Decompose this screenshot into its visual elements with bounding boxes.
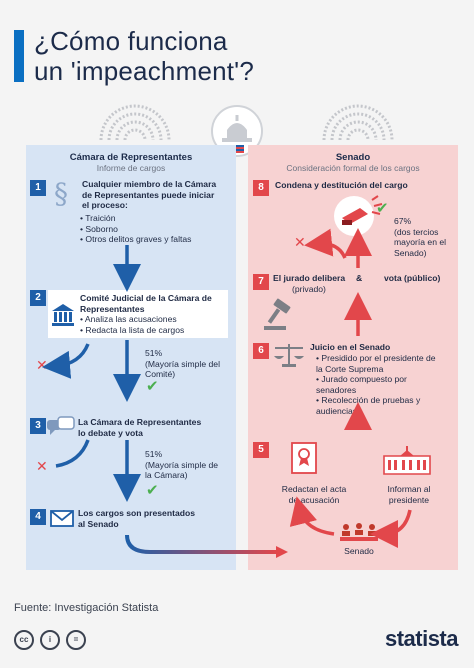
step-7-amp: & [356,273,363,283]
list-item-text: Soborno [85,223,118,234]
list-item: senadores [316,384,357,395]
reject-x-icon: ✕ [36,357,48,373]
person-icon: i [40,630,60,650]
list-item: • Traición [80,213,116,223]
step-3-line-2: lo debate y vota [78,427,143,438]
arrow-senate-left [300,510,334,534]
step-4-line-1: Los cargos son presentados [78,508,196,518]
equals-icon: = [66,630,86,650]
step-8-vote-line-3: Senado) [394,247,427,258]
section-sign-icon: § [54,177,68,210]
step-1-line-1: Cualquier miembro de la Cámara [82,179,217,189]
list-item: • Otros delitos graves y faltas [80,234,192,245]
list-item: • Recolección de pruebas y [316,395,421,406]
senate-subheader: Consideración formal de los cargos [286,163,420,173]
step-7-badge: 7 [253,274,269,290]
step-3-line-1: La Cámara de Representantes [78,417,202,427]
step-1-line-3: el proceso: [82,200,128,211]
list-item: • Presidido por el presidente de [316,353,436,363]
step-4-line-2: al Senado [78,518,119,529]
list-item: • Redacta la lista de cargos [80,324,185,335]
step-2-badge: 2 [30,290,46,306]
list-item-text: Otros delitos graves y faltas [85,234,192,245]
step-1-badge: 1 [30,180,46,196]
step-3-vote-line-2: la Cámara) [145,470,188,481]
step-5-right-line-2: presidente [388,494,430,505]
list-item-text: Analiza las acusaciones [84,314,177,324]
step-1-line-2: de Representantes puede iniciar [82,189,215,200]
step-5-center-text: Senado [344,546,374,556]
step-5-right-line-1: Informan al [387,484,431,494]
list-item: • Jurado compuesto por [316,374,407,385]
step-3-vote-line-1: (Mayoría simple de [145,459,219,470]
step-2-vote-line-1: (Mayoría simple del [145,358,220,369]
step-5-badge: 5 [253,442,269,458]
step-2-vote-line-2: Comité) [145,369,176,380]
step-8-vote-pct: 67% [394,216,412,226]
source-note: Fuente: Investigación Statista [14,602,159,614]
step-8-text: Condena y destitución del cargo [275,180,408,190]
step-7-text-a: El jurado delibera [273,273,346,283]
house-subheader: Informe de cargos [96,163,166,173]
arrow-3-reject [56,440,88,466]
statista-logo: statista [384,626,458,651]
step-4-badge: 4 [30,509,46,525]
step-6-badge: 6 [253,343,269,359]
list-item: • Soborno [80,223,118,234]
step-7-sub: (privado) [292,284,326,294]
check-icon: ✔ [146,482,159,499]
reject-x-icon: ✕ [294,234,306,250]
cc-icon: cc [14,630,34,650]
check-icon: ✔ [376,200,389,217]
title-line-2: un 'impeachment'? [34,56,255,86]
step-8-vote-line-2: mayoría en el [394,237,447,248]
list-item: la Corte Suprema [316,363,384,374]
title-line-1: ¿Cómo funciona [34,26,228,56]
arrow-2-reject [56,344,88,366]
step-6-title: Juicio en el Senado [310,342,391,352]
arrow-right-senate [384,510,410,534]
step-5-left-line-2: de acusación [288,494,340,505]
step-5-left-line-1: Redactan el acta [281,484,347,494]
step-2-vote-pct: 51% [145,348,163,358]
check-icon: ✔ [146,378,159,395]
step-3-vote-pct: 51% [145,449,163,459]
reject-x-icon: ✕ [36,458,48,474]
arrow-8-reject [318,244,345,258]
step-3-badge: 3 [30,418,46,434]
arrow-to-senate [127,535,278,552]
list-item: • Analiza las acusaciones [80,314,177,324]
list-item-text: Traición [85,213,116,223]
step-8-badge: 8 [253,180,269,196]
list-item: audiencias [316,405,358,416]
step-2-title-line-1: Comité Judicial de la Cámara de [80,293,212,303]
step-2-title-line-2: Representantes [80,303,145,314]
list-item-text: Redacta la lista de cargos [85,324,185,335]
step-7-text-b: vota (público) [384,273,441,283]
house-header: Cámara de Representantes [69,152,193,163]
senate-header: Senado [335,152,371,163]
step-8-vote-line-1: (dos tercios [394,226,439,237]
